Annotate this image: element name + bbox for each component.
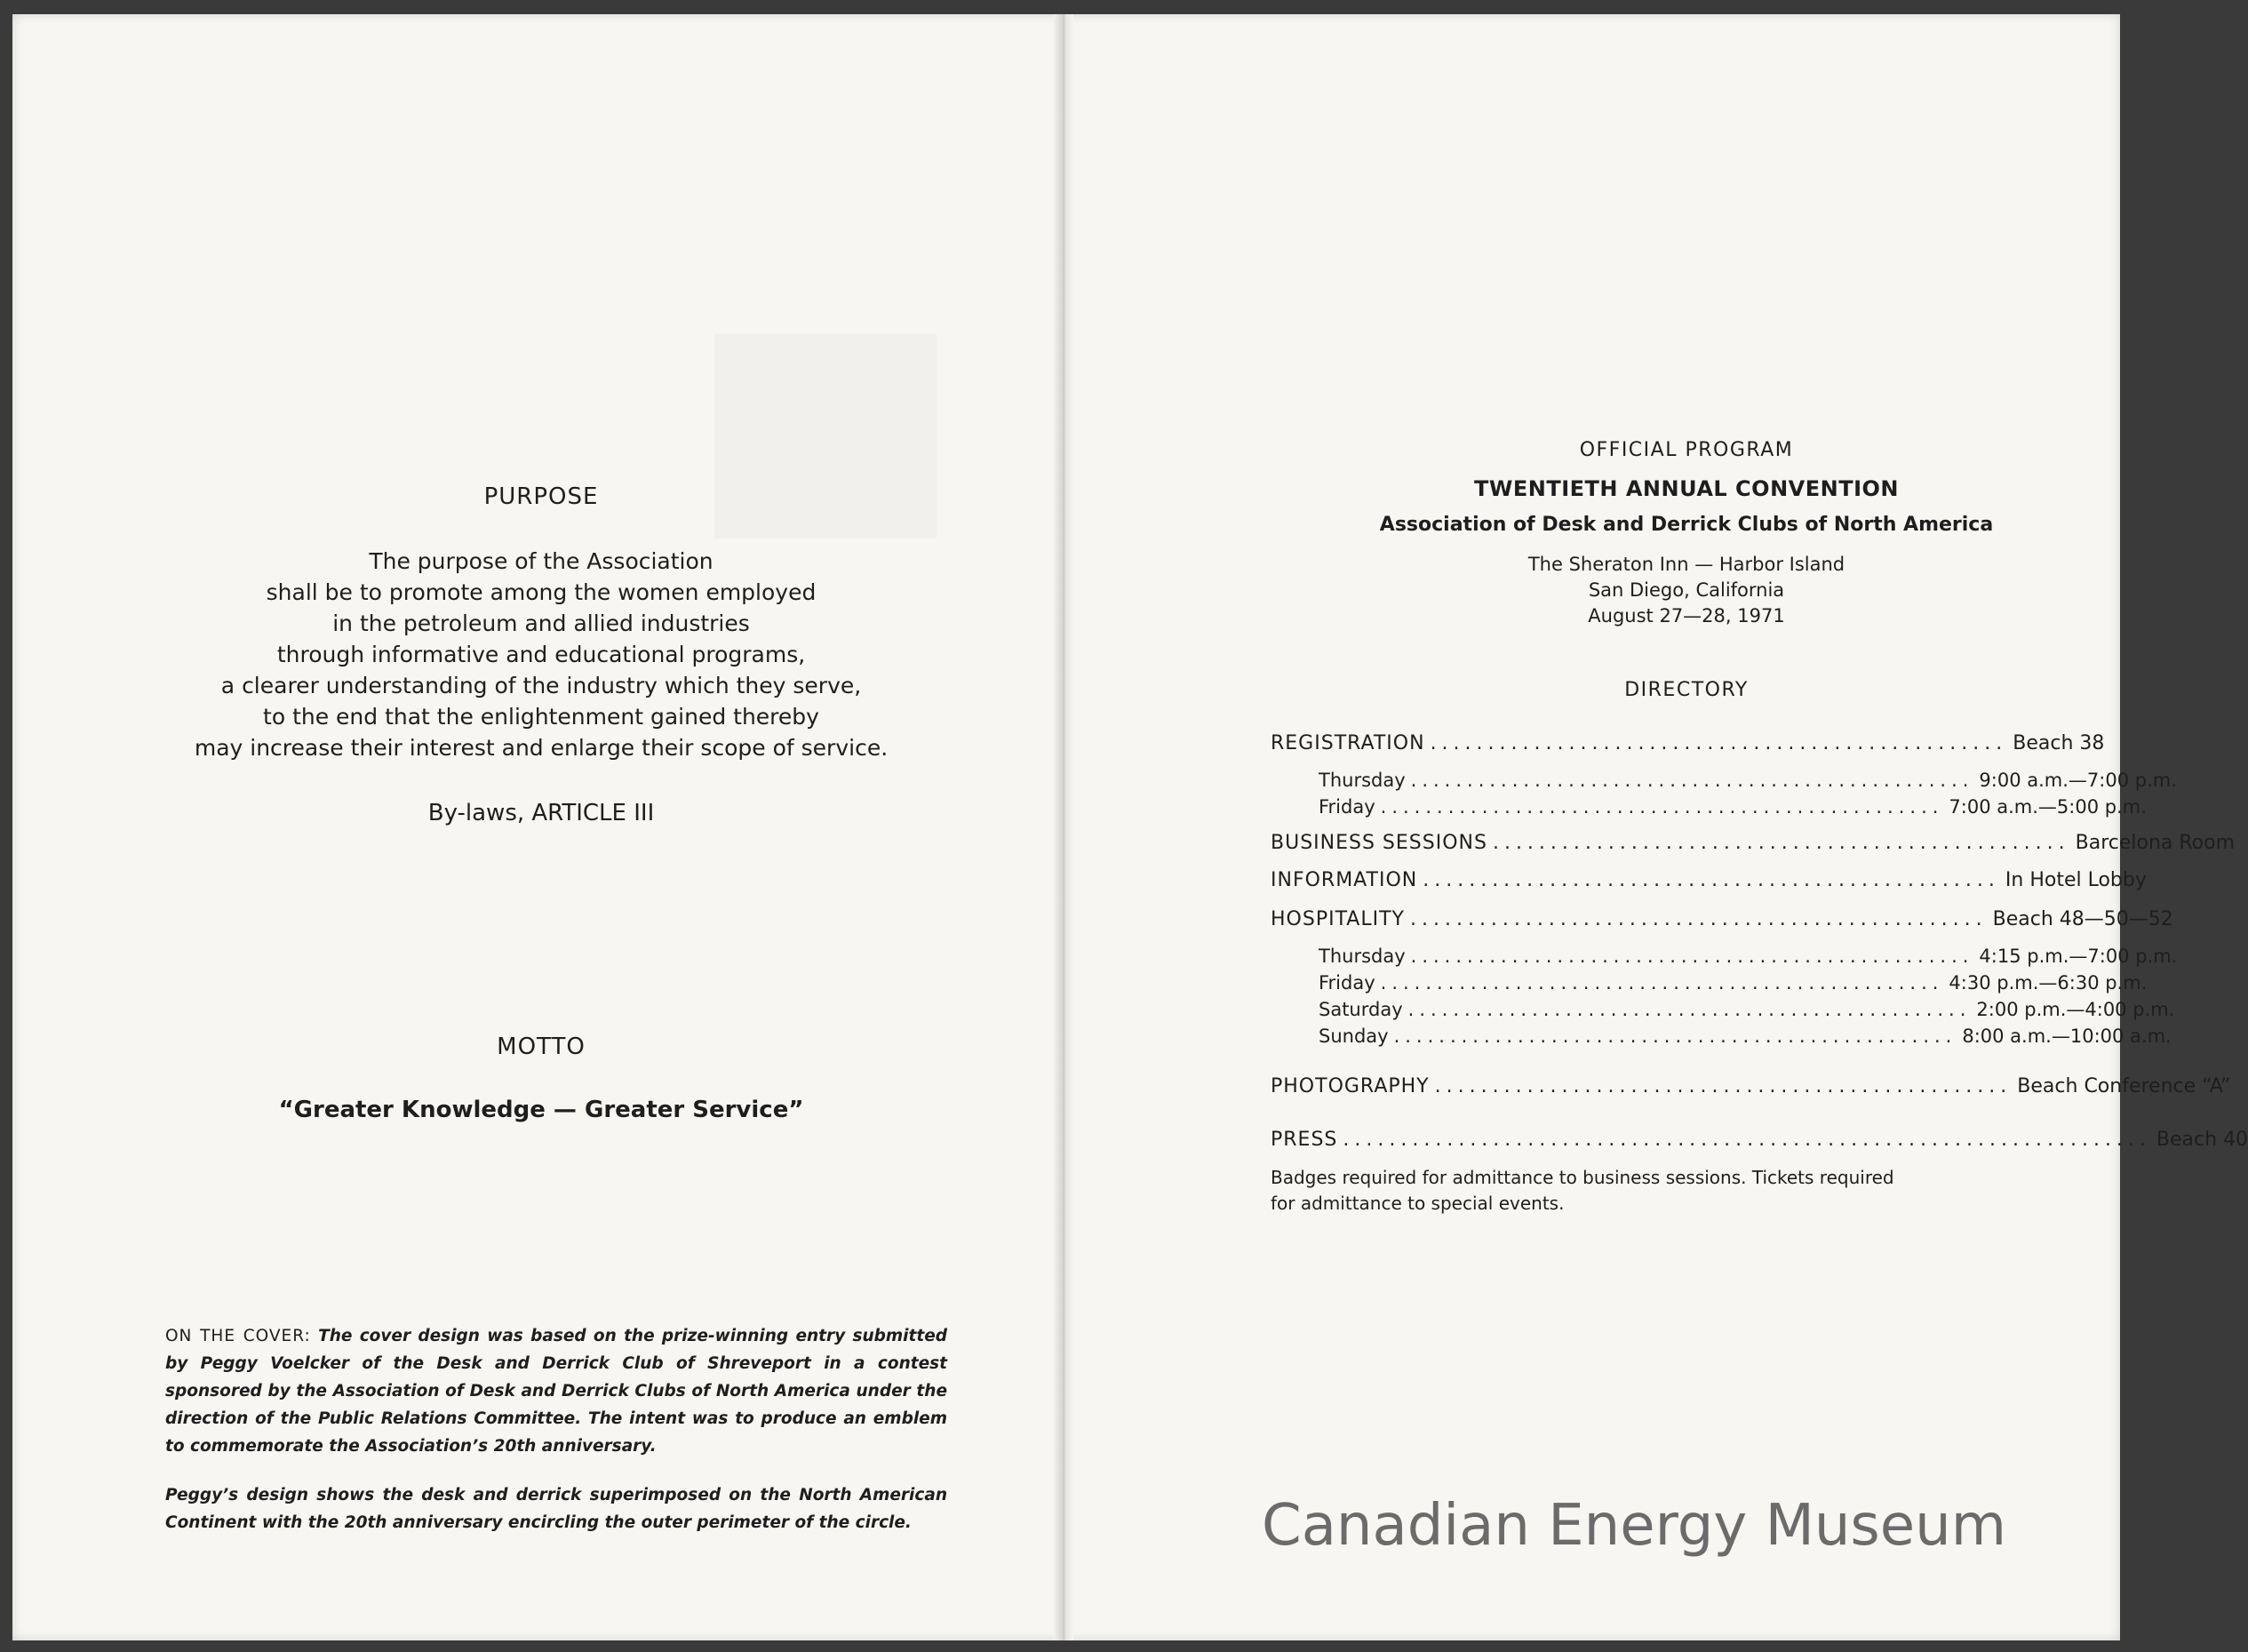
schedule-row xyxy=(1319,946,2178,972)
directory-business xyxy=(1271,832,2236,858)
schedule-day: Thursday xyxy=(1319,770,1406,791)
leader-dots: .................................................. xyxy=(1407,999,1972,1020)
directory-label: PHOTOGRAPHY xyxy=(1271,1075,1430,1097)
schedule-row xyxy=(1319,999,2175,1026)
directory-label: INFORMATION xyxy=(1271,869,1418,891)
museum-watermark: Canadian Energy Museum xyxy=(1262,1493,2007,1559)
purpose-line: through informative and educational programs, xyxy=(276,642,806,667)
directory-label: HOSPITALITY xyxy=(1271,908,1405,930)
left-page xyxy=(12,14,1054,1640)
right-page xyxy=(1073,14,2248,1640)
directory-value: Beach 38 xyxy=(2013,732,2105,754)
registration-times xyxy=(1271,770,2177,823)
schedule-day: Friday xyxy=(1319,972,1375,994)
directory-registration xyxy=(1271,732,2105,759)
schedule-row xyxy=(1319,796,2147,823)
directory-row xyxy=(1271,869,2147,896)
cover-text: The cover design was based on the prize-winning entry submitted by Peggy Voelcker of the Desk and Derrick Club of Shreveport in a contest sponsored by the Association of Desk and Derrick Clubs of North America under the direction of the Public Relations Committee. The intent was to produce an emblem to commemorate the Association’s 20th anniversary. xyxy=(165,1327,947,1456)
leader-dots: .................................................. xyxy=(1410,946,1974,967)
convention-title: TWENTIETH ANNUAL CONVENTION xyxy=(1474,476,1899,501)
directory-press xyxy=(1271,1129,2248,1155)
design-paragraph: Peggy’s design shows the desk and derrick superimposed on the North American Continent with the 20th anniversary encircling the outer perimeter of the circle. xyxy=(165,1486,947,1532)
directory-label: PRESS xyxy=(1271,1129,1338,1151)
schedule-day: Saturday xyxy=(1319,999,1403,1020)
leader-dots: .................................................. xyxy=(1380,972,1944,994)
schedule-time: 4:15 p.m.—7:00 p.m. xyxy=(1979,946,2178,967)
directory-value: Beach Conference “A” xyxy=(2017,1075,2231,1097)
schedule-time: 4:30 p.m.—6:30 p.m. xyxy=(1949,972,2148,994)
schedule-row xyxy=(1319,770,2177,796)
leader-dots: .................................................. xyxy=(1434,1075,2013,1097)
purpose-line: shall be to promote among the women employed xyxy=(266,579,817,605)
schedule-time: 2:00 p.m.—4:00 p.m. xyxy=(1976,999,2175,1020)
association-name: Association of Desk and Derrick Clubs of North America xyxy=(1379,514,1994,536)
schedule-time: 8:00 a.m.—10:00 a.m. xyxy=(1962,1026,2172,1047)
schedule-row xyxy=(1319,972,2148,999)
official-program-label: OFFICIAL PROGRAM xyxy=(1579,439,1794,461)
purpose-line: to the end that the enlightenment gained thereby xyxy=(263,704,819,730)
directory-row xyxy=(1271,732,2105,759)
badges-note: Badges required for admittance to business sessions. Tickets required for admittance to special events. xyxy=(1271,1167,1894,1214)
cover-note xyxy=(165,1322,947,1558)
directory-row xyxy=(1271,1075,2231,1102)
purpose-line: The purpose of the Association xyxy=(369,548,713,574)
directory-value: Barcelona Room xyxy=(2075,832,2236,854)
purpose-heading: PURPOSE xyxy=(483,483,599,510)
directory-photography xyxy=(1271,1075,2231,1102)
venue-block xyxy=(1251,552,2122,629)
center-fold xyxy=(1054,14,1073,1640)
venue-hotel: The Sheraton Inn — Harbor Island xyxy=(1527,554,1845,575)
directory-value: Beach 40 xyxy=(2156,1129,2248,1151)
schedule-day: Friday xyxy=(1319,796,1375,818)
venue-dates: August 27—28, 1971 xyxy=(1588,605,1785,626)
schedule-day: Thursday xyxy=(1319,946,1406,967)
directory-information xyxy=(1271,869,2147,896)
cover-paragraph xyxy=(165,1322,947,1460)
leader-dots: .................................................. xyxy=(1410,770,1974,791)
schedule-row xyxy=(1319,1026,2172,1052)
directory-hospitality xyxy=(1271,908,2173,935)
leader-dots: .................................................. xyxy=(1430,732,2008,754)
purpose-line: may increase their interest and enlarge their scope of service. xyxy=(194,735,889,761)
directory-value: Beach 48—50—52 xyxy=(1992,908,2173,930)
leader-dots: .................................................. xyxy=(1409,908,1988,930)
purpose-line: a clearer understanding of the industry which they serve, xyxy=(220,673,862,698)
motto-heading: MOTTO xyxy=(497,1033,586,1060)
leader-dots: .................................................. xyxy=(1393,1026,1957,1047)
schedule-time: 7:00 a.m.—5:00 p.m. xyxy=(1949,796,2147,818)
directory-label: BUSINESS SESSIONS xyxy=(1271,832,1487,854)
motto-text: “Greater Knowledge — Greater Service” xyxy=(278,1097,804,1123)
venue-city: San Diego, California xyxy=(1588,579,1785,601)
leader-dots: ...................................................................... xyxy=(1343,1129,2151,1151)
purpose-statement xyxy=(12,546,1070,763)
directory-value: In Hotel Lobby xyxy=(2005,869,2147,891)
directory-label: REGISTRATION xyxy=(1271,732,1425,754)
directory-heading: DIRECTORY xyxy=(1624,679,1749,701)
hospitality-times xyxy=(1271,946,2178,1052)
cover-lead: ON THE COVER: xyxy=(165,1327,311,1345)
leader-dots: .................................................. xyxy=(1492,832,2070,854)
bylaws-reference: By-laws, ARTICLE III xyxy=(427,800,655,826)
purpose-line: in the petroleum and allied industries xyxy=(332,611,750,636)
leader-dots: .................................................. xyxy=(1423,869,2000,891)
directory-row xyxy=(1271,1129,2248,1155)
directory-row xyxy=(1271,908,2173,935)
leader-dots: .................................................. xyxy=(1380,796,1944,818)
directory-row xyxy=(1271,832,2236,858)
schedule-time: 9:00 a.m.—7:00 p.m. xyxy=(1979,770,2177,791)
schedule-day: Sunday xyxy=(1319,1026,1389,1047)
